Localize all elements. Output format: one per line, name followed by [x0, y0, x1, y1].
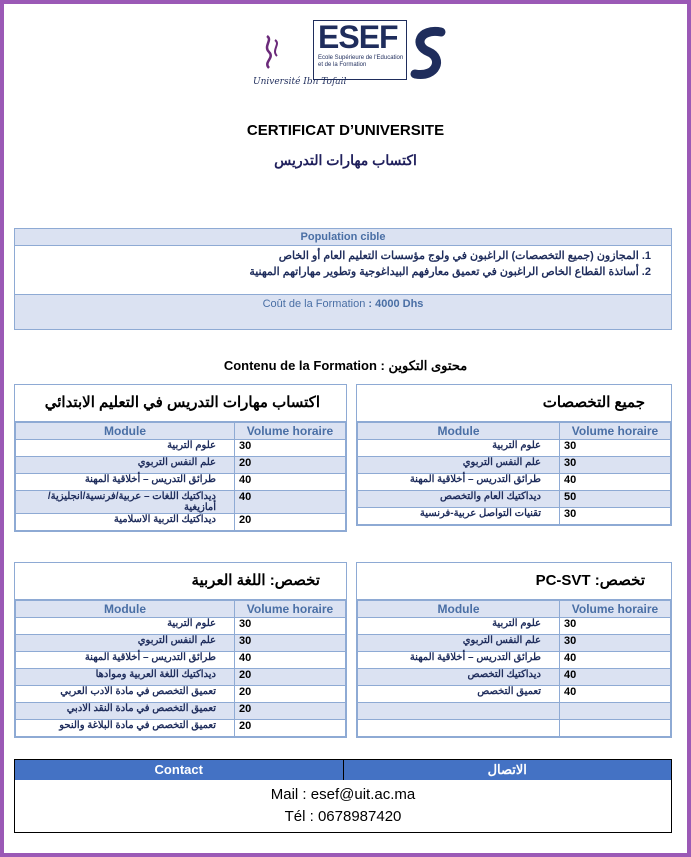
- module-cell: علم النفس التربوي: [16, 635, 235, 652]
- table-row: [358, 703, 671, 720]
- col-module-header: Module: [16, 601, 235, 618]
- volume-cell: 40: [560, 474, 671, 491]
- cost-row: [15, 295, 671, 329]
- table-row: [16, 474, 346, 491]
- page: [4, 4, 687, 853]
- volume-cell: 20: [235, 669, 346, 686]
- module-cell: ديداكتيك التربية الاسلامية: [16, 514, 235, 531]
- volume-cell: [560, 720, 671, 737]
- module-cell: ديداكتيك التخصص: [358, 669, 560, 686]
- population-item: 2. أساتذة القطاع الخاص الراغبون في تعميق معارفهم البيداغوجية وتطوير مهاراتهم المهنية: [249, 266, 651, 278]
- volume-cell: [560, 703, 671, 720]
- table-row: [16, 652, 346, 669]
- table-row: [358, 474, 671, 491]
- cost-label: Coût de la Formation: [262, 298, 366, 310]
- table-row: [16, 686, 346, 703]
- module-cell: تعميق التخصص في مادة النقد الادبي: [16, 703, 235, 720]
- volume-cell: 20: [235, 720, 346, 737]
- contact-header: [15, 760, 671, 780]
- module-cell: طرائق التدريس – أخلاقية المهنة: [358, 474, 560, 491]
- volume-cell: 30: [235, 635, 346, 652]
- module-table: [357, 600, 671, 737]
- table-all-specialties: [356, 384, 672, 526]
- module-cell: علم النفس التربوي: [16, 457, 235, 474]
- certificate-subtitle: اكتساب مهارات التدريس: [274, 152, 417, 168]
- table-row: [16, 720, 346, 737]
- module-cell: علم النفس التربوي: [358, 457, 560, 474]
- module-cell: علوم التربية: [16, 440, 235, 457]
- population-label: Population cible: [15, 229, 671, 246]
- module-cell: علوم التربية: [358, 618, 560, 635]
- table-primary: [14, 384, 347, 532]
- table-row: [16, 669, 346, 686]
- esef-logo-box: [313, 20, 407, 80]
- volume-cell: 30: [560, 457, 671, 474]
- volume-cell: 20: [235, 514, 346, 531]
- module-cell: طرائق التدريس – أخلاقية المهنة: [358, 652, 560, 669]
- table-row: [358, 508, 671, 525]
- module-cell: تعميق التخصص في مادة الادب العربي: [16, 686, 235, 703]
- esef-logo-subtitle: Ecole Supérieure de l'Education et de la Formation: [318, 55, 404, 68]
- table-row: [358, 491, 671, 508]
- table-row: [16, 635, 346, 652]
- volume-cell: 20: [235, 457, 346, 474]
- uit-logo: [249, 30, 347, 90]
- contact-label-ar: الاتصال: [487, 762, 527, 777]
- table-row: [358, 635, 671, 652]
- module-cell: تعميق التخصص: [358, 686, 560, 703]
- table-row: [358, 686, 671, 703]
- volume-cell: 50: [560, 491, 671, 508]
- contact-tel[interactable]: Tél : 0678987420: [284, 808, 402, 825]
- module-table: [357, 422, 671, 525]
- module-cell: ديداكتيك اللغة العربية وموادها: [16, 669, 235, 686]
- volume-cell: 30: [560, 440, 671, 457]
- table-title: تخصص: اللغة العربية: [15, 563, 346, 600]
- uit-logo-text: Université Ibn Tofail: [253, 77, 347, 87]
- module-cell: تقنيات التواصل عربية-فرنسية: [358, 508, 560, 525]
- volume-cell: 40: [235, 652, 346, 669]
- volume-cell: 30: [560, 508, 671, 525]
- module-cell: طرائق التدريس – أخلاقية المهنة: [16, 652, 235, 669]
- module-cell: [358, 703, 560, 720]
- population-box: [14, 228, 672, 330]
- table-row: [16, 491, 346, 514]
- module-cell: تعميق التخصص في مادة البلاغة والنحو: [16, 720, 235, 737]
- table-row: [358, 720, 671, 737]
- table-row: [16, 457, 346, 474]
- module-table: [15, 600, 346, 737]
- col-volume-header: Volume horaire: [235, 423, 346, 440]
- col-module-header: Module: [358, 423, 560, 440]
- module-cell: علم النفس التربوي: [358, 635, 560, 652]
- table-row: [16, 618, 346, 635]
- table-title: اكتساب مهارات التدريس في التعليم الابتدائي: [15, 385, 346, 422]
- contact-mail[interactable]: Mail : esef@uit.ac.ma: [270, 786, 416, 803]
- module-table: [15, 422, 346, 531]
- contact-label-fr: Contact: [15, 760, 344, 780]
- volume-cell: 30: [235, 440, 346, 457]
- volume-cell: 30: [560, 635, 671, 652]
- esef-logo-text: ESEF: [318, 19, 398, 55]
- volume-cell: 40: [560, 652, 671, 669]
- esef-s-icon: [409, 24, 449, 84]
- volume-cell: 20: [235, 703, 346, 720]
- cost-value: : 4000 Dhs: [368, 298, 424, 310]
- module-cell: طرائق التدريس – أخلاقية المهنة: [16, 474, 235, 491]
- col-volume-header: Volume horaire: [560, 423, 671, 440]
- module-cell: ديداكتيك اللغات – عربية/فرنسية/انجليزية/أمازيغية: [16, 491, 235, 514]
- population-item: 1. المجازون (جميع التخصصات) الراغبون في ولوج مؤسسات التعليم العام أو الخاص: [278, 250, 651, 262]
- table-pc-svt: [356, 562, 672, 738]
- table-row: [358, 652, 671, 669]
- table-row: [16, 514, 346, 531]
- module-cell: [358, 720, 560, 737]
- volume-cell: 40: [560, 686, 671, 703]
- esef-logo: [313, 20, 453, 90]
- volume-cell: 40: [235, 491, 346, 514]
- volume-cell: 30: [560, 618, 671, 635]
- table-title: تخصص: PC-SVT: [357, 563, 671, 600]
- logos: [249, 20, 449, 92]
- col-module-header: Module: [358, 601, 560, 618]
- col-volume-header: Volume horaire: [560, 601, 671, 618]
- col-volume-header: Volume horaire: [235, 601, 346, 618]
- volume-cell: 40: [235, 474, 346, 491]
- table-row: [358, 669, 671, 686]
- certificate-title: CERTIFICAT D’UNIVERSITE: [246, 122, 445, 139]
- module-cell: علوم التربية: [16, 618, 235, 635]
- table-title: جميع التخصصات: [357, 385, 671, 422]
- col-module-header: Module: [16, 423, 235, 440]
- contact-info: [15, 780, 671, 832]
- module-cell: علوم التربية: [358, 440, 560, 457]
- population-list: [15, 246, 671, 295]
- table-row: [358, 457, 671, 474]
- contact-box: [14, 759, 672, 833]
- table-row: [16, 440, 346, 457]
- table-row: [358, 440, 671, 457]
- contenu-title: Contenu de la Formation : محتوى التكوين: [223, 358, 468, 373]
- volume-cell: 30: [235, 618, 346, 635]
- table-row: [358, 618, 671, 635]
- volume-cell: 40: [560, 669, 671, 686]
- table-arabic: [14, 562, 347, 738]
- module-cell: ديداكتيك العام والتخصص: [358, 491, 560, 508]
- table-row: [16, 703, 346, 720]
- volume-cell: 20: [235, 686, 346, 703]
